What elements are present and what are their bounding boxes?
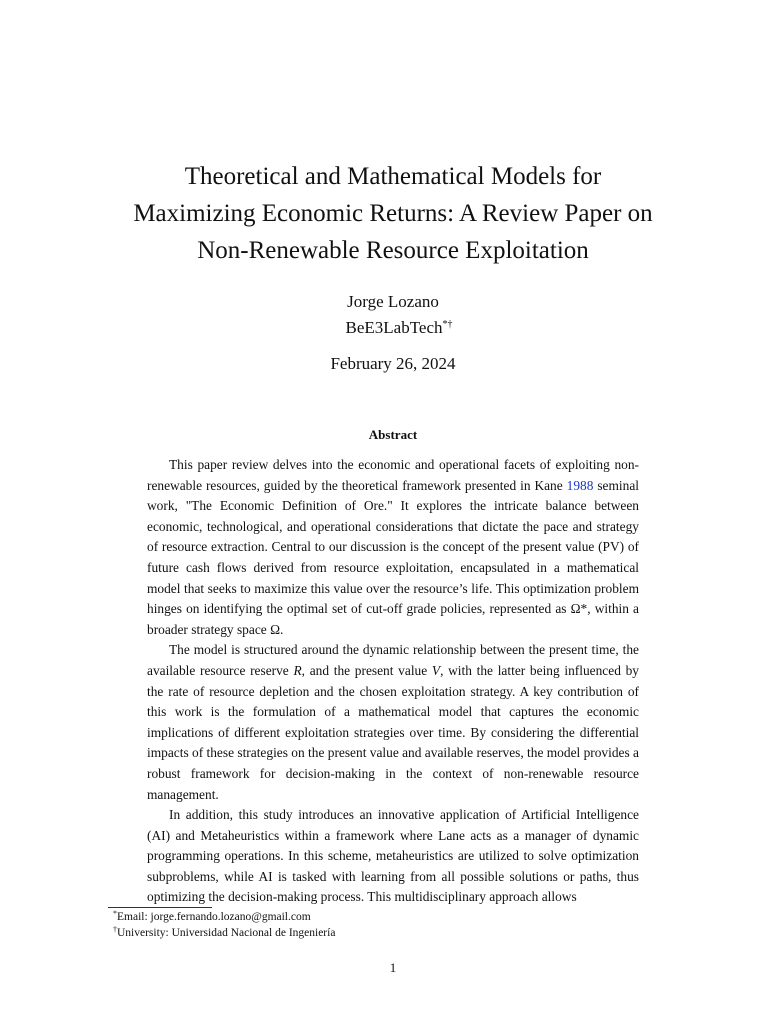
abstract-text: The model is structured around the dynamic relationship between the present time, the available resource reserve [147,642,639,678]
abstract-paragraph-3: In addition, this study introduces an innovative application of Artificial Intelligence (AI) and Metaheuristics within a framework where Lane acts as a manager of dynamic programming operations. In this scheme, metaheuristics are utilized to solve optimization subproblems, while AI is tasked with learning from all possible solutions or paths, thus optimizing the decision-making process. This multidisciplinary approach allows [147,807,639,905]
paper-date: February 26, 2024 [330,354,456,373]
footnote-mark: † [113,925,117,934]
abstract-text: . [280,621,284,637]
abstract-heading: Abstract [368,427,418,442]
math-omega: Ω [270,621,281,637]
affiliation-footnote-marks: *† [442,319,453,330]
footnote-text: University: Universidad Nacional de Ingeniería [117,927,336,939]
paper-title [100,158,686,269]
footnote-mark: * [113,909,117,918]
author-name: Jorge Lozano [347,292,439,311]
math-omega-star: Ω* [570,601,588,617]
footnote-university [113,925,335,941]
footnotes [113,909,335,941]
author-affiliation [6,318,768,338]
footnote-divider [108,907,212,908]
title-line-1: Theoretical and Mathematical Models for [184,163,602,190]
abstract-text: , and the present value [301,662,432,678]
title-line-2: Maximizing Economic Returns: A Review Paper on [133,200,653,227]
citation-link-kane-1988[interactable]: 1988 [566,477,594,493]
abstract-text: , within a broader strategy space [147,601,639,637]
footnote-email [113,909,335,925]
abstract-body [147,455,639,908]
abstract-text: , with the latter being influenced by the rate of resource depletion and the chosen exploitation strategy. A key contribution of this work is the formulation of a mathematical model that captures the economic implications of different exploitation strategies over time. By considering the differential impacts of these strategies on the present value and available reserves, the model provides a robust framework for decision-making in the context of non-renewable resource management. [147,662,639,802]
affiliation-text: BeE3LabTech [345,318,443,337]
abstract-paragraph-2 [147,640,639,805]
abstract-paragraph-1 [147,455,639,640]
math-R: R [293,662,302,678]
abstract-text: This paper review delves into the economic and operational facets of exploiting non-renewable resources, guided by the theoretical framework presented in Kane [147,457,639,493]
page-number: 1 [389,960,397,975]
title-line-3: Non-Renewable Resource Exploitation [197,237,589,264]
footnote-text: Email: jorge.fernando.lozano@gmail.com [117,911,311,923]
math-V: V [431,662,441,678]
abstract-text: seminal work, "The Economic Definition of Ore." It explores the intricate balance between economic, technological, and operational considerations that dictate the pace and strategy of resource extraction. Central to our discussion is the concept of the present value (PV) of future cash flows derived from resource exploitation, encapsulated in a mathematical model that seeks to maximize this value over the resource’s life. This optimization problem hinges on identifying the optimal set of cut-off grade policies, represented as [147,477,639,617]
